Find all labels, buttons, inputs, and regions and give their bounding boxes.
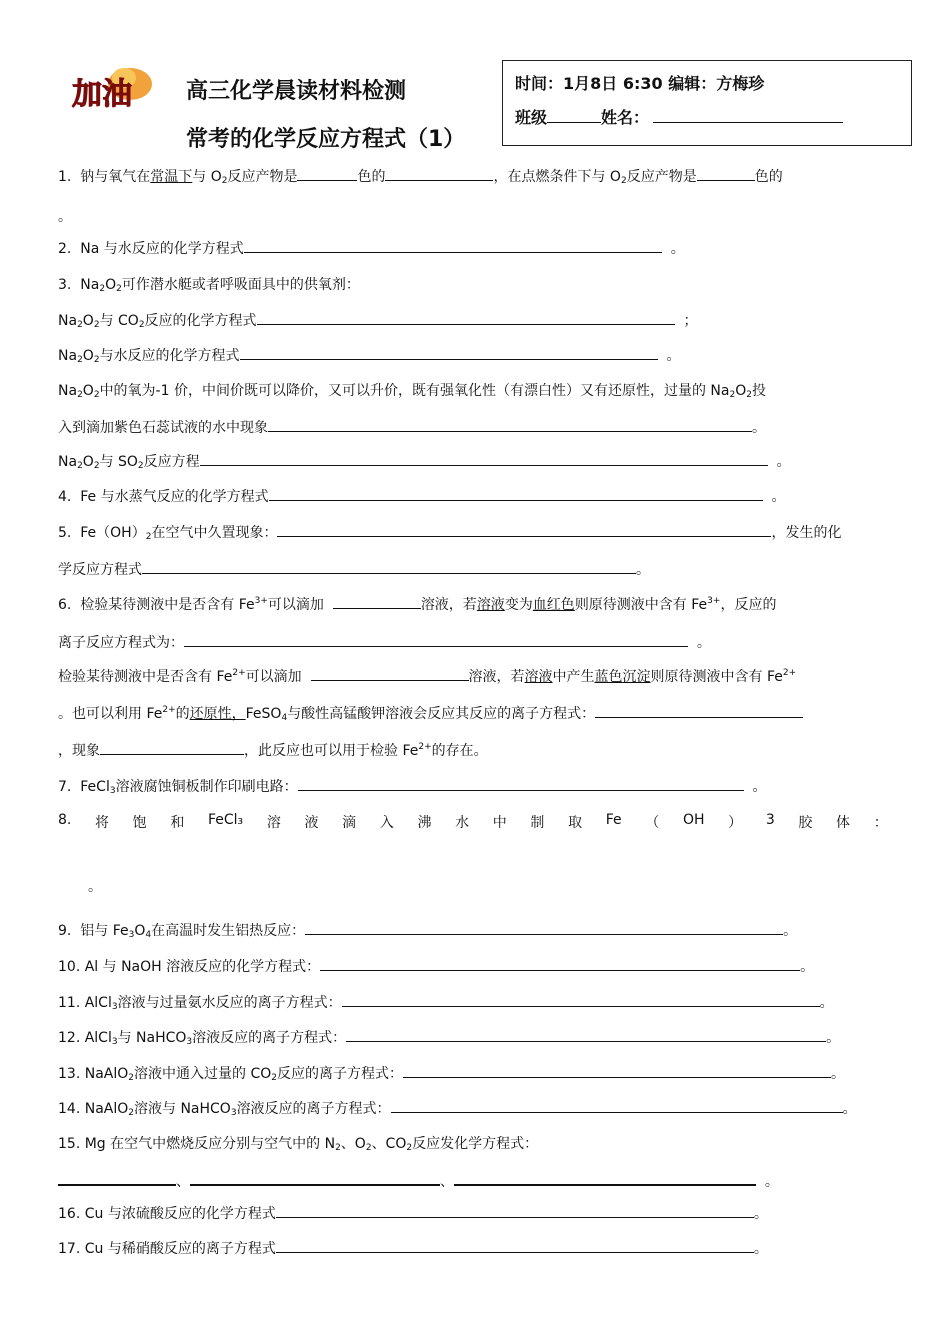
question-4: 4. Fe 与水蒸气反应的化学方程式 。 <box>58 486 786 506</box>
q2-blank[interactable] <box>244 238 662 253</box>
question-17: 17. Cu 与稀硝酸反应的离子方程式 。 <box>58 1238 768 1258</box>
q15-blank-2[interactable] <box>190 1170 440 1186</box>
q3-blank-2[interactable] <box>240 345 658 360</box>
question-12: 12. AlCl$_3$与 NaHCO$_3$溶液反应的离子方程式： 。 <box>58 1027 840 1047</box>
time-editor-info: 时间：1月8日 6:30 编辑：方梅珍 <box>515 74 765 93</box>
q1-blank-2[interactable] <box>385 166 493 181</box>
q5-blank-2[interactable] <box>142 559 636 574</box>
q9-blank[interactable] <box>305 920 783 935</box>
q3-line-2: $Na_2O_2$与水反应的化学方程式 。 <box>58 345 680 365</box>
q5-blank-1[interactable] <box>277 522 771 537</box>
q10-blank[interactable] <box>320 956 800 971</box>
question-11: 11. AlCl$_3$溶液与过量氨水反应的离子方程式： 。 <box>58 992 834 1012</box>
q6-line-5: ，现象 ，此反应也可以用于检验 $Fe^{2+}$的存在。 <box>58 742 488 759</box>
q6-blank-3[interactable] <box>311 666 469 681</box>
question-7: 7. FeCl$_3$溶液腐蚀铜板制作印刷电路： 。 <box>58 776 766 796</box>
q3-line-3: $Na_2O_2$与 $SO_2$反应方程 。 <box>58 451 791 471</box>
q16-blank[interactable] <box>276 1203 754 1218</box>
question-15: 15. Mg 在空气中燃烧反应分别与空气中的 $N_2$、$O_2$、$CO_2$反应发化学方程式： <box>58 1136 539 1153</box>
question-3: 3. $Na_2O_2$可作潜水艇或者呼吸面具中的供氧剂： <box>58 277 360 294</box>
q3-paragraph: $Na_2O_2$中的氧为-1 价，中间价既可以降价，又可以升价，既有强氧化性（有漂白性）又有还原性，过量的 $Na_2O_2$投 <box>58 383 766 400</box>
q6-line-2: 离子反应方程式为： 。 <box>58 632 711 652</box>
class-name-row <box>515 105 843 128</box>
class-label: 班级 <box>515 108 548 127</box>
q6-line-3: 检验某待测液中是否含有 $Fe^{2+}$可以滴加 溶液，若溶液中产生蓝色沉淀则原待测液中含有 $Fe^{2+}$ <box>58 668 797 685</box>
page-subtitle: 常考的化学反应方程式（1） <box>186 127 466 152</box>
question-16: 16. Cu 与浓硫酸反应的化学方程式 。 <box>58 1203 768 1223</box>
q17-blank[interactable] <box>276 1238 754 1253</box>
q3-blank-4[interactable] <box>200 451 768 466</box>
class-field[interactable] <box>547 108 601 123</box>
q3-line-1: $Na_2O_2$与 $CO_2$反应的化学方程式 ； <box>58 310 697 330</box>
q3-paragraph-2: 入到滴加紫色石蕊试液的水中现象 。 <box>58 417 766 437</box>
question-1: 1. 钠与氧气在常温下与 $O_2$反应产物是 色的 ，在点燃条件下与 $O_2$反应产物是 色的 <box>58 166 783 186</box>
q6-blank-4[interactable] <box>595 703 803 718</box>
q1-blank-3[interactable] <box>697 166 755 181</box>
q4-blank[interactable] <box>269 486 763 501</box>
q15-blank-3[interactable] <box>454 1170 756 1186</box>
q3-blank-1[interactable] <box>257 310 675 325</box>
q8-end: 。 <box>88 879 102 895</box>
logo-text: 加油 <box>72 78 132 111</box>
q12-blank[interactable] <box>346 1027 826 1042</box>
question-6: 6. 检验某待测液中是否含有 $Fe^{3+}$可以滴加 溶液，若溶液变为血红色则原待测液中含有 $Fe^{3+}$，反应的 <box>58 596 777 613</box>
q7-blank[interactable] <box>298 776 744 791</box>
question-14: 14. NaAlO$_2$溶液与 NaHCO$_3$溶液反应的离子方程式： 。 <box>58 1098 857 1118</box>
q1-end: 。 <box>58 209 72 225</box>
name-label: 姓名： <box>601 108 650 127</box>
jiayou-logo <box>68 64 166 112</box>
name-field[interactable] <box>653 108 843 123</box>
info-box <box>502 60 912 146</box>
q6-line-4: 。也可以利用 $Fe^{2+}$的还原性，FeSO$_4$与酸性高锰酸钾溶液会反应其反应的离子方程式： <box>58 703 803 723</box>
question-8: 8. 将 饱 和 FeCl₃ 溶 液 滴 入 沸 水 中 制 取 Fe （ OH ） 3 胶 体 ： <box>58 812 888 831</box>
q15-answers: 、 、 。 <box>58 1170 779 1191</box>
q14-blank[interactable] <box>391 1098 843 1113</box>
q15-blank-1[interactable] <box>58 1170 176 1186</box>
page-title: 高三化学晨读材料检测 <box>186 79 407 104</box>
question-2: 2. Na 与水反应的化学方程式 。 <box>58 238 685 258</box>
question-10: 10. Al 与 NaOH 溶液反应的化学方程式： 。 <box>58 956 814 976</box>
question-13: 13. NaAlO$_2$溶液中通入过量的 $CO_2$反应的离子方程式： 。 <box>58 1063 845 1083</box>
q5-line-2: 学反应方程式 。 <box>58 559 650 579</box>
q3-blank-3[interactable] <box>268 417 752 432</box>
q6-blank-1[interactable] <box>333 594 421 609</box>
q6-blank-2[interactable] <box>184 632 688 647</box>
q1-blank-1[interactable] <box>297 166 357 181</box>
q6-blank-5[interactable] <box>100 740 244 755</box>
q11-blank[interactable] <box>342 992 820 1007</box>
question-9: 9. 铝与 $Fe_3O_4$在高温时发生铝热反应： 。 <box>58 920 797 940</box>
question-5: 5. $Fe(OH)_2$在空气中久置现象： ，发生的化 <box>58 522 841 542</box>
q13-blank[interactable] <box>403 1063 831 1078</box>
